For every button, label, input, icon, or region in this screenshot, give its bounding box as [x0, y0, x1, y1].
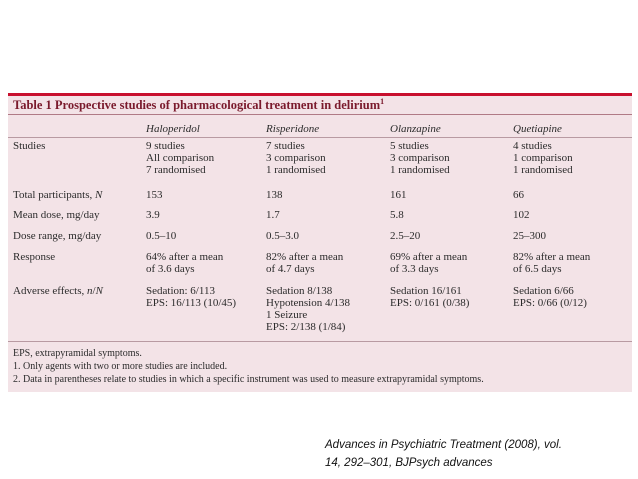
cell-total-quetiapine: 66 [513, 189, 524, 201]
cell-adverse-haloperidol: Sedation: 6/113 EPS: 16/113 (10/45) [146, 285, 237, 309]
column-header-quetiapine: Quetiapine [513, 123, 562, 135]
note-abbreviation: EPS, extrapyramidal symptoms. [13, 348, 142, 359]
cell-response-risperidone: 82% after a mean of 4.7 days [266, 251, 344, 275]
table-figure [8, 93, 632, 392]
cell-response-haloperidol: 64% after a mean of 3.6 days [146, 251, 224, 275]
citation-line-1: Advances in Psychiatric Treatment (2008), vol. [325, 439, 562, 451]
cell-mean-dose-risperidone: 1.7 [266, 209, 280, 221]
cell-studies-risperidone: 7 studies 3 comparison 1 randomised [266, 140, 326, 176]
column-header-olanzapine: Olanzapine [390, 123, 441, 135]
row-label-mean-dose: Mean dose, mg/day [13, 209, 100, 221]
row-label-adverse-effects: Adverse effects, n/N [13, 285, 103, 297]
cell-studies-haloperidol: 9 studies All comparison 7 randomised [146, 140, 215, 176]
cell-response-quetiapine: 82% after a mean of 6.5 days [513, 251, 591, 275]
title-footnote-marker: 1 [380, 96, 385, 106]
row-label-total-participants: Total participants, N [13, 189, 103, 201]
cell-adverse-risperidone: Sedation 8/138 Hypotension 4/138 1 Seizure EPS: 2/138 (1/84) [266, 285, 351, 333]
header-rule [8, 137, 632, 138]
column-header-risperidone: Risperidone [266, 123, 320, 135]
row-label-response: Response [13, 251, 56, 263]
column-header-haloperidol: Haloperidol [146, 123, 200, 135]
table-title-bar [8, 93, 632, 115]
cell-mean-dose-quetiapine: 102 [513, 209, 530, 221]
cell-adverse-quetiapine: Sedation 6/66 EPS: 0/66 (0/12) [513, 285, 587, 309]
cell-mean-dose-haloperidol: 3.9 [146, 209, 160, 221]
note-2: 2. Data in parentheses relate to studies in which a specific instrument was used to measure extrapyramidal symptoms. [13, 374, 484, 385]
citation-line-2: 14, 292–301, BJPsych advances [325, 457, 493, 469]
cell-total-olanzapine: 161 [390, 189, 407, 201]
footer-rule [8, 341, 632, 342]
citation [325, 436, 562, 472]
cell-dose-range-olanzapine: 2.5–20 [390, 230, 421, 242]
row-label-dose-range: Dose range, mg/day [13, 230, 102, 242]
table-title: Table 1 Prospective studies of pharmacological treatment in delirium$^1$ [13, 96, 385, 112]
note-1: 1. Only agents with two or more studies are included. [13, 361, 228, 372]
cell-studies-quetiapine: 4 studies 1 comparison 1 randomised [513, 140, 573, 176]
cell-dose-range-haloperidol: 0.5–10 [146, 230, 177, 242]
cell-total-haloperidol: 153 [146, 189, 163, 201]
cell-mean-dose-olanzapine: 5.8 [390, 209, 404, 221]
cell-total-risperidone: 138 [266, 189, 283, 201]
cell-studies-olanzapine: 5 studies 3 comparison 1 randomised [390, 140, 450, 176]
cell-adverse-olanzapine: Sedation 16/161 EPS: 0/161 (0/38) [390, 285, 470, 309]
cell-dose-range-risperidone: 0.5–3.0 [266, 230, 299, 242]
row-label-studies: Studies [13, 140, 46, 152]
cell-response-olanzapine: 69% after a mean of 3.3 days [390, 251, 468, 275]
cell-dose-range-quetiapine: 25–300 [513, 230, 546, 242]
